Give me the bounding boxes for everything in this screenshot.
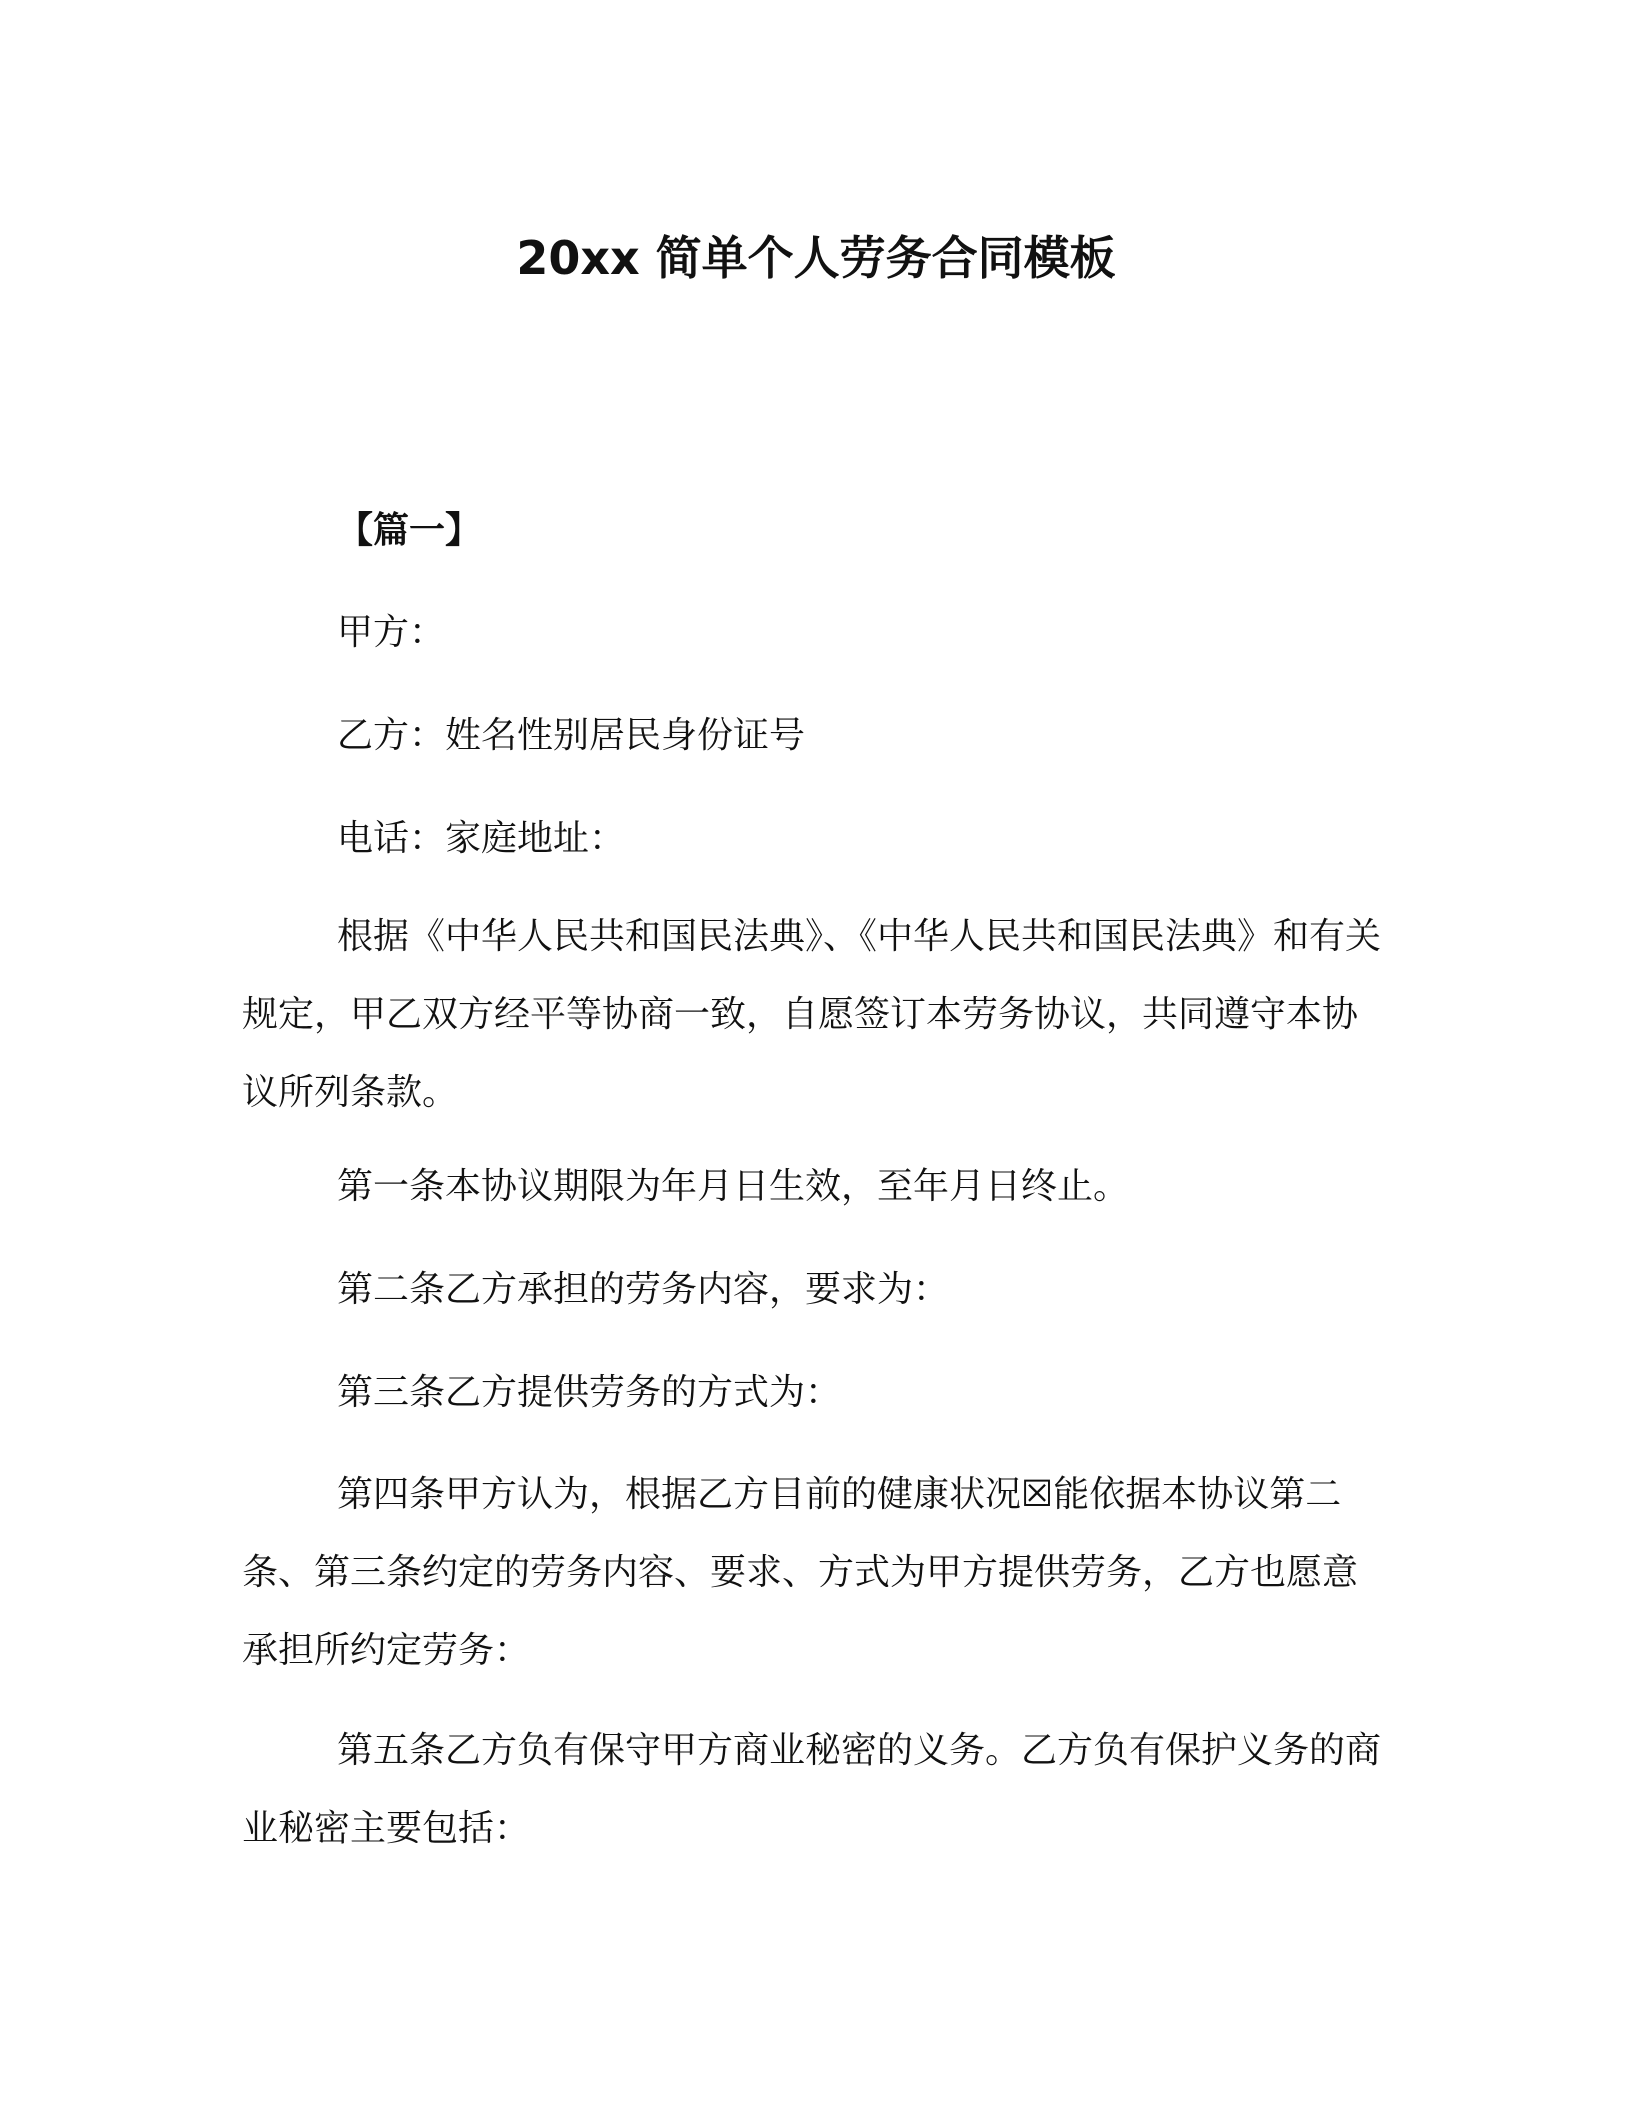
article-2: 第二条乙方承担的劳务内容，要求为：	[337, 1269, 950, 1310]
document-title: 20xx 简单个人劳务合同模板	[516, 231, 1116, 285]
section-heading: 【篇一】	[337, 510, 482, 551]
article-3: 第三条乙方提供劳务的方式为：	[337, 1372, 842, 1413]
contact-line: 电话：家庭地址：	[337, 818, 626, 859]
article-5: 第五条乙方负有保守甲方商业秘密的义务。乙方负有保护义务的商业秘密主要包括：	[242, 1730, 1382, 1849]
party-b-line: 乙方：姓名性别居民身份证号	[337, 715, 806, 756]
preamble-paragraph: 根据《中华人民共和国民法典》、《中华人民共和国民法典》和有关规定，甲乙双方经平等协商一致，自愿签订本劳务协议，共同遵守本协议所列条款。	[242, 916, 1382, 1113]
party-a-line: 甲方：	[337, 612, 446, 653]
article-1: 第一条本协议期限为年月日生效，至年月日终止。	[337, 1166, 1130, 1207]
article-4: 第四条甲方认为，根据乙方目前的健康状况☒能依据本协议第二条、第三条约定的劳务内容、要求、方式为甲方提供劳务，乙方也愿意承担所约定劳务：	[242, 1474, 1359, 1671]
